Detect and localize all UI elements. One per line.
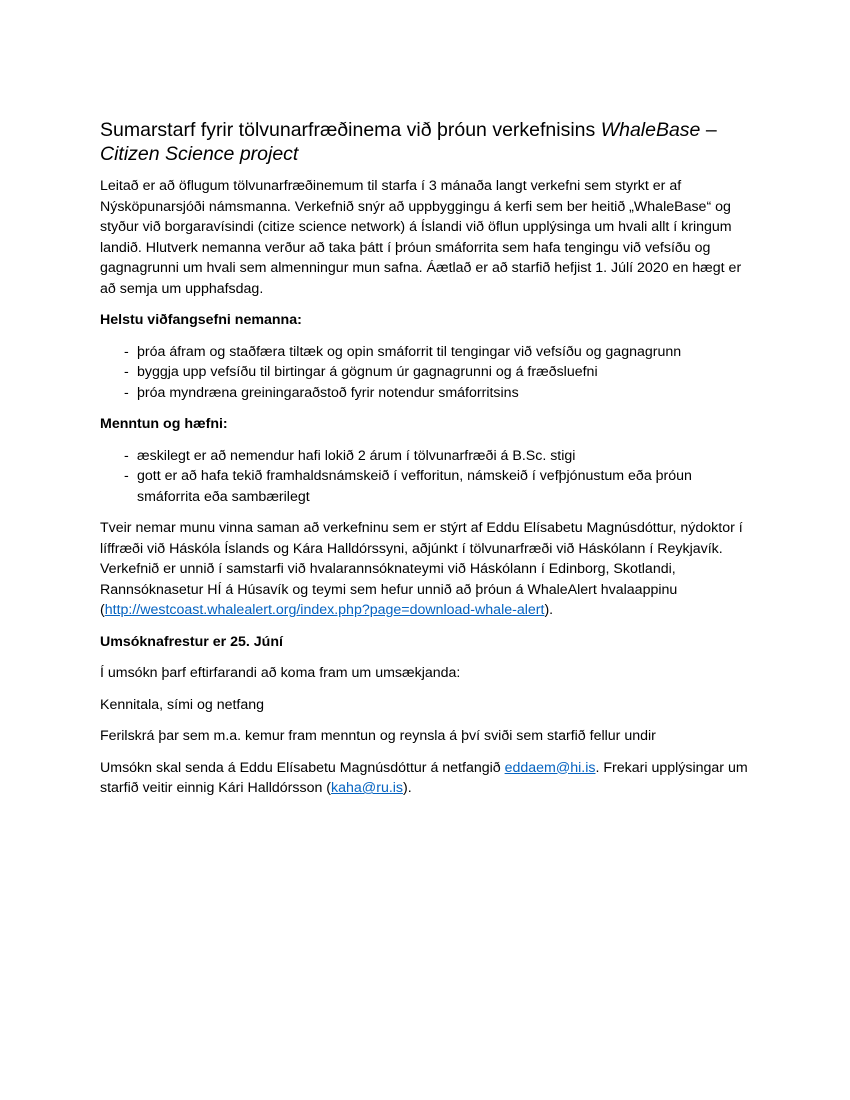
- title-subtitle: Citizen Science project: [100, 143, 299, 165]
- dash-bullet: -: [124, 384, 129, 401]
- title-dash: –: [700, 119, 717, 141]
- contact-text-end: ).: [403, 780, 412, 796]
- list-item-text: æskilegt er að nemendur hafi lokið 2 árum í tölvunarfræði á B.Sc. stigi: [137, 447, 576, 464]
- list-item: [100, 466, 755, 507]
- list-item-text: þróa áfram og staðfæra tiltæk og opin smáforrit til tengingar við vefsíðu og gagnagrunn: [137, 343, 682, 360]
- collaboration-text: Tveir nemar munu vinna saman að verkefninu sem er stýrt af Eddu Elísabetu Magnúsdóttur, nýdoktor í líffræði við Háskóla Íslands og Kára Halldórssyni, aðjúnkt í tölvunarfræði við Háskólann í Reykjavík. Verkefnið er unnið í samstarfi við hvalarannsóknateymi við Háskólann í Edinborg, Skotlandi, Rannsóknasetur HÍ á Húsavík og teymi sem hefur unnið að þróun á WhaleAlert hvalaappinu: [100, 520, 743, 598]
- application-intro: Í umsókn þarf eftirfarandi að koma fram um umsækjanda:: [100, 665, 461, 681]
- list-item: [100, 383, 755, 404]
- list-item-text: þróa myndræna greiningaraðstoð fyrir notendur smáforritsins: [137, 384, 519, 401]
- list-item: [100, 342, 755, 363]
- deadline-heading: Umsóknafrestur er 25. Júní: [100, 633, 283, 650]
- contact-text-more: . Frekari upplýsingar um starfið veitir einnig Kári Halldórsson (: [100, 759, 748, 796]
- page-title: [100, 118, 755, 166]
- dash-bullet: -: [124, 343, 129, 360]
- list-item-text: byggja upp vefsíðu til birtingar á gögnum úr gagnagrunni og á fræðsluefni: [137, 364, 598, 380]
- intro-paragraph: Leitað er að öflugum tölvunarfræðinemum til starfa í 3 mánaða langt verkefni sem styrkt er af Nýsköpunarsjóði námsmanna. Verkefnið snýr að uppbyggingu á kerfi sem ber heitið „WhaleBase“ og styður við borgaravísindi (citize science network) á Íslandi við öflun upplýsinga um hvali allt í kringum landið. Hlutverk nemanna verður að taka þátt í þróun smáforrita sem hafa tengingu við vefsíðu og gagnagrunni um hvali sem almenningur mun safna. Áætlað er að starfið hefjist 1. Júlí 2020 en hægt er að semja um upphafsdag.: [100, 178, 742, 297]
- contact-text: Umsókn skal senda á Eddu Elísabetu Magnúsdóttur á netfangið: [100, 759, 505, 776]
- dash-bullet: -: [124, 364, 129, 380]
- qualifications-heading: Menntun og hæfni:: [100, 416, 228, 432]
- list-item: [100, 362, 755, 383]
- email-link-edda[interactable]: eddaem@hi.is: [504, 759, 596, 776]
- collaboration-paragraph: [100, 518, 755, 621]
- qualifications-list: [100, 446, 755, 508]
- document-page: [100, 118, 755, 810]
- application-item-cv: Ferilskrá þar sem m.a. kemur fram menntun og reynsla á því sviði sem starfið fellur undir: [100, 728, 656, 744]
- list-item-text: gott er að hafa tekið framhaldsnámskeið í vefforitun, námskeið í vefþjónustum eða þróun smáforrita eða sambærilegt: [137, 468, 692, 505]
- title-text: Sumarstarf fyrir tölvunarfræðinema við þróun verkefnisins: [100, 119, 601, 141]
- title-project-name: WhaleBase: [600, 119, 701, 141]
- email-link-kari[interactable]: kaha@ru.is: [331, 780, 404, 796]
- application-item-id: Kennitala, sími og netfang: [100, 696, 265, 713]
- contact-paragraph: [100, 758, 755, 799]
- paren-open: (: [100, 602, 105, 618]
- paren-close: ).: [544, 602, 554, 618]
- tasks-heading: Helstu viðfangsefni nemanna:: [100, 312, 302, 328]
- dash-bullet: -: [124, 468, 129, 484]
- dash-bullet: -: [124, 447, 129, 464]
- list-item: [100, 446, 755, 467]
- whalealert-link[interactable]: http://westcoast.whalealert.org/index.php?page=download-whale-alert: [104, 602, 545, 618]
- tasks-list: [100, 342, 755, 404]
